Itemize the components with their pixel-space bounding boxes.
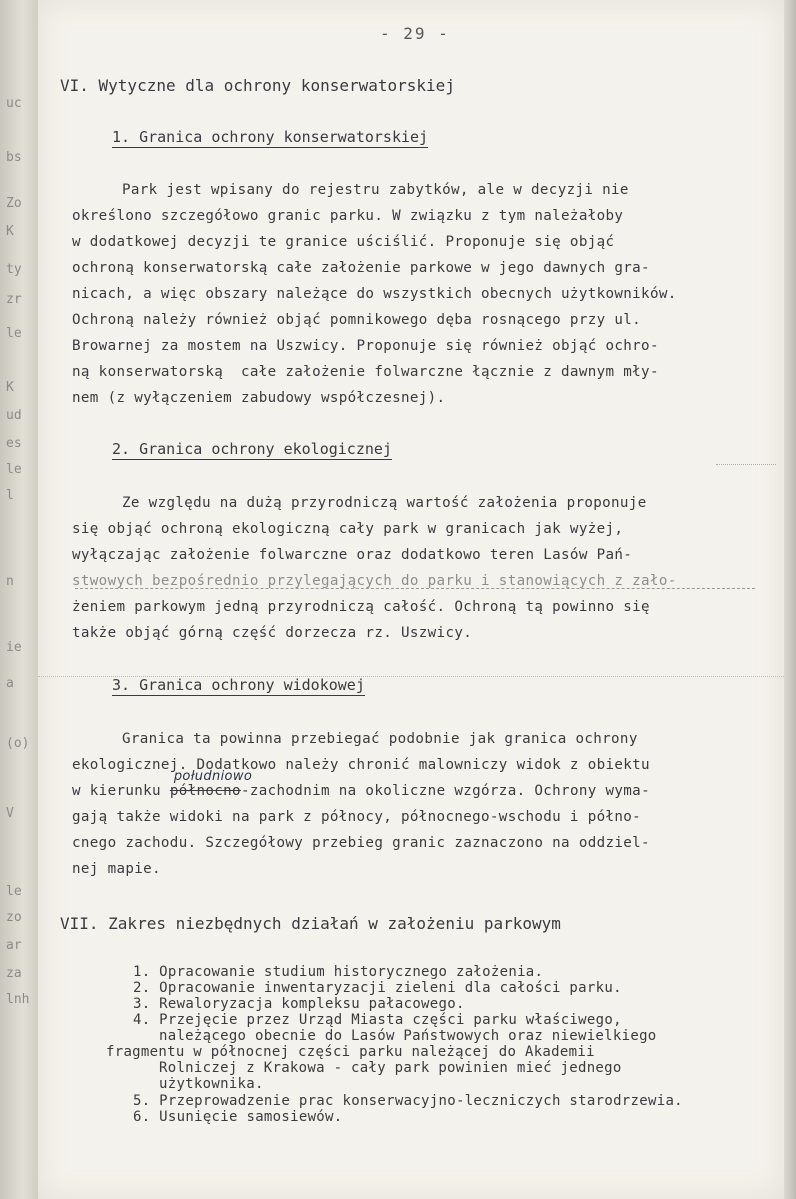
struck-word: północno południowo: [170, 783, 241, 799]
paragraph-line: nem (z wyłączeniem zabudowy współczesnej).: [72, 390, 446, 406]
prev-page-fragment: ar: [6, 938, 22, 953]
paragraph-line: się objąć ochroną ekologiczną cały park w granicach jak wyżej,: [72, 521, 624, 537]
prev-page-fragment: zo: [6, 910, 22, 925]
prev-page-fragment: (o): [6, 736, 30, 751]
scan-artifact-line: [716, 464, 776, 465]
prev-page-fragment: uc: [6, 96, 22, 111]
paragraph-line: Granica ta powinna przebiegać podobnie jak granica ochrony: [122, 731, 638, 747]
prev-page-fragment: le: [6, 884, 22, 899]
subsection-3-heading: 3. Granica ochrony widokowej: [112, 676, 365, 694]
paragraph-line: nicach, a więc obszary należące do wszystkich obecnych użytkowników.: [72, 286, 677, 302]
prev-page-fragment: le: [6, 326, 22, 341]
paragraph-line: ną konserwatorską całe założenie folwarczne łącznie z dawnym mły-: [72, 364, 659, 380]
handwritten-correction: południowo: [173, 769, 253, 784]
prev-page-fragment: ie: [6, 640, 22, 655]
prev-page-fragment: a: [6, 676, 14, 691]
list-item: 2. Opracowanie inwentaryzacji zieleni dla całości parku.: [133, 980, 622, 996]
prev-page-fragment: ty: [6, 262, 22, 277]
prev-page-fragment: l: [6, 488, 14, 503]
prev-page-fragment: bs: [6, 150, 22, 165]
paragraph-line: cnego zachodu. Szczegółowy przebieg granic zaznaczono na oddziel-: [72, 835, 650, 851]
list-item: 5. Przeprowadzenie prac konserwacyjno-leczniczych starodrzewia.: [133, 1093, 683, 1109]
list-item-continuation: Rolniczej z Krakowa - cały park powinien mieć jednego: [159, 1060, 622, 1076]
paragraph-line: gają także widoki na park z północy, północnego-wschodu i półno-: [72, 809, 642, 825]
section-6-title: VI. Wytyczne dla ochrony konserwatorskiej: [60, 76, 455, 95]
prev-page-fragment: lnh: [6, 992, 30, 1007]
paragraph-line: ochroną konserwatorską całe założenie parkowe w jego dawnych gra-: [72, 260, 650, 276]
list-item: 4. Przejęcie przez Urząd Miasta części parku właściwego,: [133, 1012, 622, 1028]
subsection-1-heading: 1. Granica ochrony konserwatorskiej: [112, 128, 429, 146]
subsection-3-paragraph: [72, 726, 762, 882]
paragraph-line: nej mapie.: [72, 861, 161, 877]
prev-page-fragment: V: [6, 806, 14, 821]
list-item: 3. Rewaloryzacja kompleksu pałacowego.: [133, 996, 465, 1012]
paragraph-line-with-correction: [72, 769, 762, 804]
fold-line: [75, 588, 755, 589]
prev-page-fragment: K: [6, 380, 14, 395]
page-number: - 29 -: [380, 24, 450, 43]
prev-page-fragment: le: [6, 462, 22, 477]
subsection-1-paragraph: [72, 177, 762, 411]
prev-page-fragment: n: [6, 574, 14, 589]
list-item-continuation: fragmentu w północnej części parku należącej do Akademii: [106, 1044, 595, 1060]
prev-page-fragment: za: [6, 966, 22, 981]
paragraph-line: określono szczegółowo granic parku. W związku z tym należałoby: [72, 208, 624, 224]
paragraph-line: stwowych bezpośrednio przylegających do parku i stanowiących z zało-: [72, 573, 677, 589]
list-item-continuation: użytkownika.: [159, 1076, 264, 1092]
list-item-continuation: należącego obecnie do Lasów Państwowych oraz niewielkiego: [159, 1028, 657, 1044]
paragraph-line: Ochroną należy również objąć pomnikowego dęba rosnącego przy ul.: [72, 312, 642, 328]
paragraph-line: Park jest wpisany do rejestru zabytków, ale w decyzji nie: [122, 182, 629, 198]
paragraph-line: żeniem parkowym jedną przyrodniczą całość. Ochroną tą powinno się: [72, 599, 650, 615]
previous-page-edge: [0, 0, 39, 1199]
paragraph-line: wyłączając założenie folwarczne oraz dodatkowo teren Lasów Pań-: [72, 547, 633, 563]
line-prefix: w kierunku: [72, 783, 170, 799]
line-suffix: -zachodnim na okoliczne wzgórza. Ochrony wyma-: [240, 783, 650, 799]
paragraph-line: w dodatkowej decyzji te granice uściślić. Proponuje się objąć: [72, 234, 615, 250]
paragraph-line: Ze względu na dużą przyrodniczą wartość założenia proponuje: [122, 495, 647, 511]
paragraph-line: także objąć górną część dorzecza rz. Uszwicy.: [72, 625, 473, 641]
paragraph-line: ekologicznej. Dodatkowo należy chronić malowniczy widok z obiektu: [72, 757, 650, 773]
section-7-title: VII. Zakres niezbędnych działań w założeniu parkowym: [60, 914, 561, 933]
subsection-2-paragraph: [72, 490, 762, 646]
prev-page-fragment: K: [6, 224, 14, 239]
subsection-2-heading: 2. Granica ochrony ekologicznej: [112, 440, 392, 458]
prev-page-fragment: Zo: [6, 196, 22, 211]
prev-page-fragment: zr: [6, 292, 22, 307]
list-item: 1. Opracowanie studium historycznego założenia.: [133, 964, 544, 980]
paragraph-line: Browarnej za mostem na Uszwicy. Proponuje się również objąć ochro-: [72, 338, 659, 354]
actions-list: [106, 964, 683, 1125]
prev-page-fragment: ud: [6, 408, 22, 423]
page-right-edge: [784, 0, 796, 1199]
list-item: 6. Usunięcie samosiewów.: [133, 1109, 343, 1125]
prev-page-fragment: es: [6, 436, 22, 451]
